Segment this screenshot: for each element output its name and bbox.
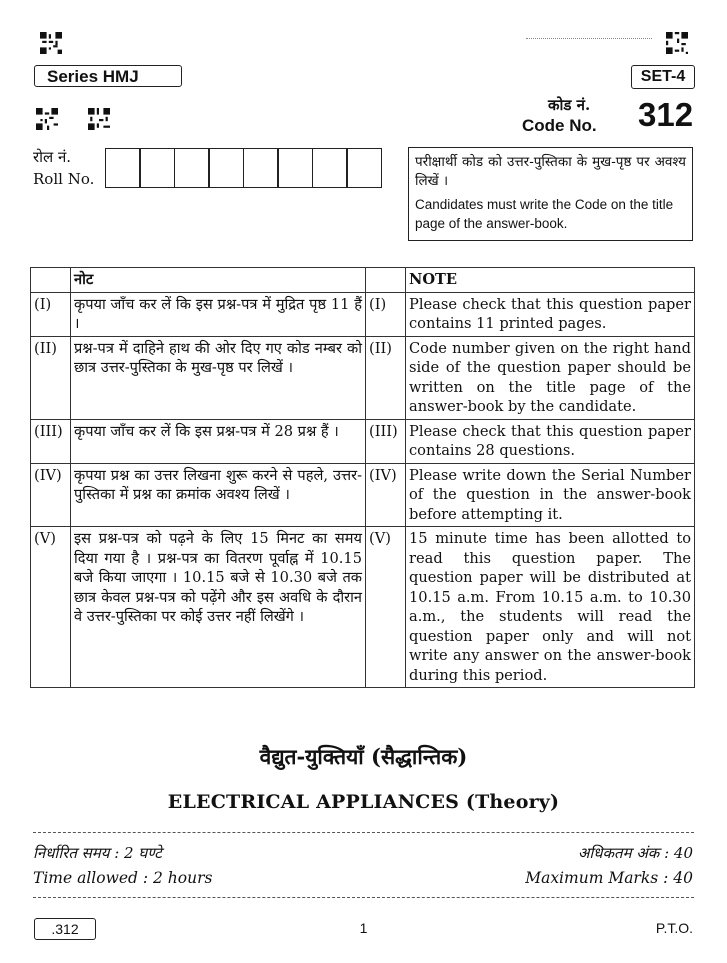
roll-digit-box[interactable] — [346, 148, 382, 188]
note-number: (V) — [31, 527, 71, 688]
note-text-hindi: इस प्रश्न-पत्र को पढ़ने के लिए 15 मिनट का समय दिया गया है । प्रश्न-पत्र का वितरण पूर्वाह्न में 10.15 बजे किया जाएगा । 10.15 बजे से 10.30 बजे तक छात्र केवल प्रश्न-पत्र को पढ़ेंगे और इस अवधि के दौरान वे उत्तर-पुस्तिका पर कोई उत्तर नहीं लिखेंगे । — [71, 527, 366, 688]
table-row — [31, 292, 695, 336]
notes-heading-hindi: नोट — [71, 268, 366, 293]
code-label-english: Code No. — [522, 116, 597, 135]
divider — [33, 832, 694, 833]
note-text-hindi: कृपया प्रश्न का उत्तर लिखना शुरू करने से पहले, उत्तर-पुस्तिका में प्रश्न का क्रमांक अवश्य लिखें । — [71, 463, 366, 527]
note-text-hindi: प्रश्न-पत्र में दाहिने हाथ की ओर दिए गए कोड नम्बर को छात्र उत्तर-पुस्तिका के मुख-पृष्ठ पर लिखें । — [71, 336, 366, 419]
note-number: (I) — [31, 292, 71, 336]
note-number: (I) — [366, 292, 406, 336]
qr-code-icon — [40, 32, 62, 54]
note-number: (II) — [366, 336, 406, 419]
notes-header-row — [31, 268, 695, 293]
note-text-english: 15 minute time has been allotted to read this question paper. The question paper will be distributed at 10.15 a.m. From 10.15 a.m. to 10.30 a.m., the students will read the question paper only and will not write any answer on the answer-book during this period. — [406, 527, 695, 688]
time-allowed-hindi: निर्धारित समय : 2 घण्टे — [33, 844, 162, 862]
divider — [33, 897, 694, 898]
max-marks-hindi: अधिकतम अंक : 40 — [577, 844, 693, 862]
note-number: (III) — [366, 419, 406, 463]
roll-label-hindi: रोल नं. — [33, 148, 72, 166]
roll-digit-box[interactable] — [208, 148, 244, 188]
table-row — [31, 463, 695, 527]
page-number: 1 — [359, 920, 368, 936]
note-number: (IV) — [31, 463, 71, 527]
time-allowed-english: Time allowed : 2 hours — [33, 869, 213, 887]
roll-digit-box[interactable] — [139, 148, 175, 188]
roll-digit-box[interactable] — [312, 148, 348, 188]
paper-title-hindi: वैद्युत-युक्तियाँ (सैद्धान्तिक) — [259, 744, 468, 769]
top-dotted-line — [526, 38, 652, 39]
note-text-english: Please check that this question paper contains 28 questions. — [406, 419, 695, 463]
roll-number-boxes[interactable] — [106, 148, 382, 188]
max-marks-english: Maximum Marks : 40 — [525, 869, 693, 887]
note-number: (IV) — [366, 463, 406, 527]
note-text-hindi: कृपया जाँच कर लें कि इस प्रश्न-पत्र में मुद्रित पृष्ठ 11 हैं । — [71, 292, 366, 336]
table-row — [31, 336, 695, 419]
set-label: SET-4 — [631, 65, 695, 89]
notes-heading-english: NOTE — [406, 268, 695, 293]
footer-code: .312 — [34, 918, 96, 940]
note-number: (II) — [31, 336, 71, 419]
note-text-english: Please check that this question paper contains 11 printed pages. — [406, 292, 695, 336]
note-text-english: Please write down the Serial Number of the question in the answer-book before attempting it. — [406, 463, 695, 527]
code-number: 312 — [638, 96, 694, 133]
note-number: (III) — [31, 419, 71, 463]
code-label-hindi: कोड नं. — [548, 96, 591, 114]
note-text-english: Code number given on the right hand side of the question paper should be written on the title page of the answer-book by the candidate. — [406, 336, 695, 419]
qr-code-icon — [666, 32, 688, 54]
code-instruction-hindi: परीक्षार्थी कोड को उत्तर-पुस्तिका के मुख-पृष्ठ पर अवश्य लिखें । — [415, 154, 686, 189]
roll-digit-box[interactable] — [277, 148, 313, 188]
code-instruction-box — [408, 147, 693, 241]
qr-code-icon — [88, 108, 110, 130]
note-text-hindi: कृपया जाँच कर लें कि इस प्रश्न-पत्र में 28 प्रश्न हैं । — [71, 419, 366, 463]
roll-digit-box[interactable] — [174, 148, 210, 188]
note-number: (V) — [366, 527, 406, 688]
pto-label: P.T.O. — [655, 920, 693, 936]
roll-label-english: Roll No. — [33, 170, 95, 188]
table-row — [31, 419, 695, 463]
series-label: Series HMJ — [34, 65, 182, 87]
notes-table — [30, 267, 695, 688]
table-row — [31, 527, 695, 688]
qr-code-icon — [36, 108, 58, 130]
roll-digit-box[interactable] — [105, 148, 141, 188]
roll-digit-box[interactable] — [243, 148, 279, 188]
paper-title-english: ELECTRICAL APPLIANCES (Theory) — [167, 791, 560, 813]
code-instruction-english: Candidates must write the Code on the title page of the answer-book. — [415, 197, 674, 231]
